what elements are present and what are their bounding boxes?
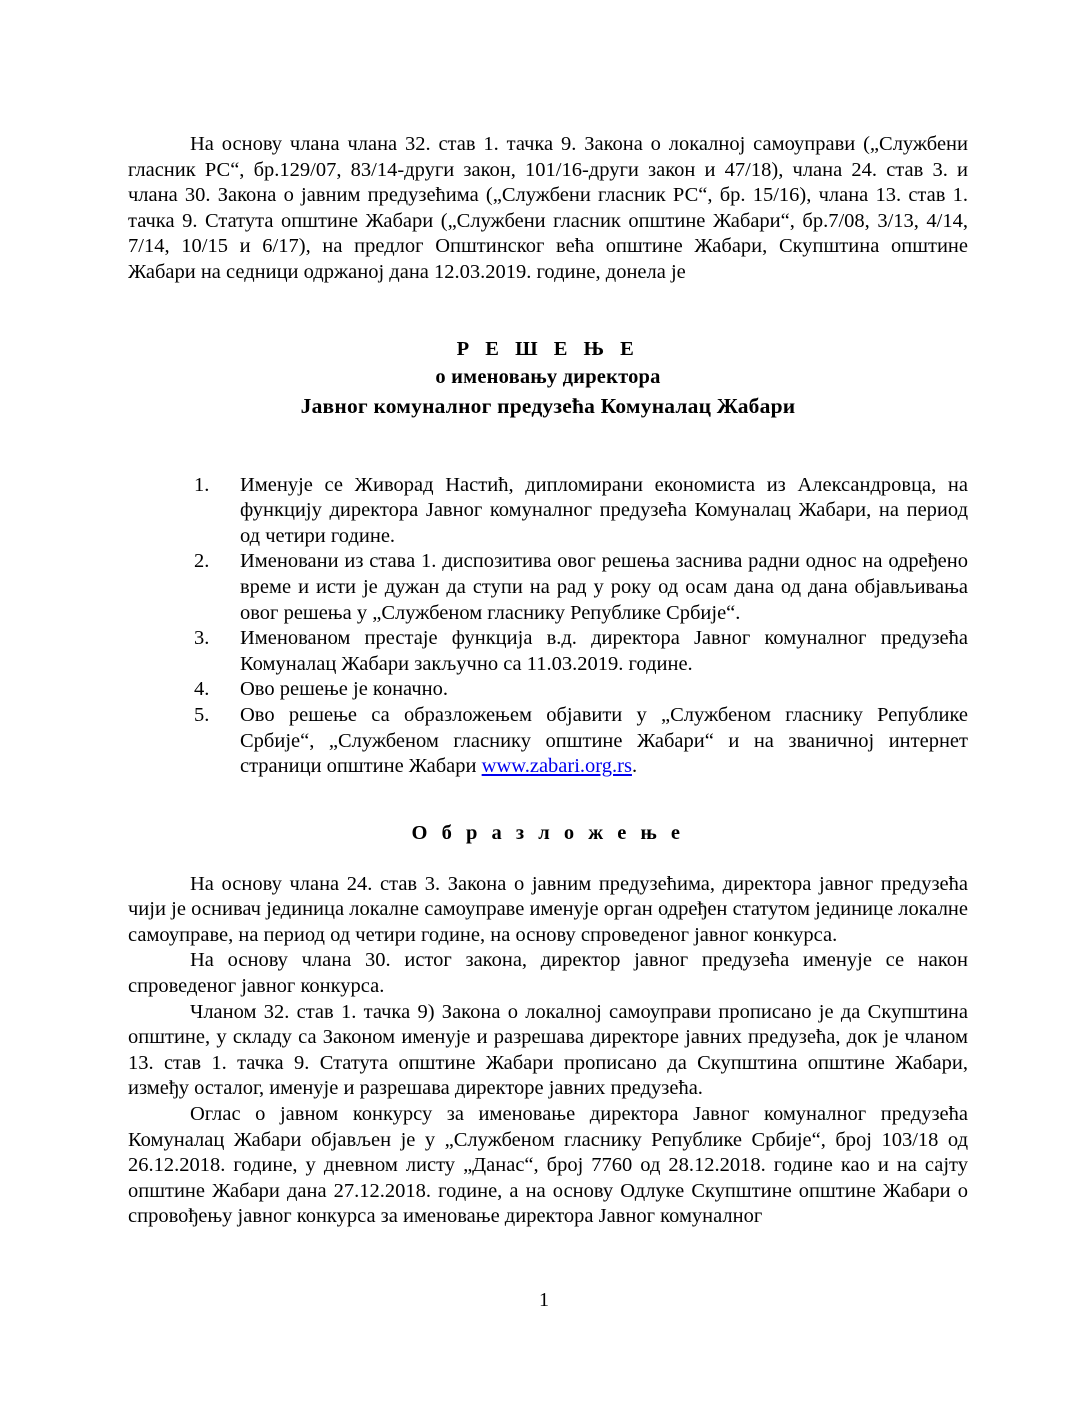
explanation-paragraph-4: Оглас о јавном конкурсу за именовање директора Јавног комуналног предузећа Комуналац Жабари објављен је у „Службеном гласнику Републике Србије“, број 103/18 од 26.12.2018. године, у дневном листу „Данас“, број 7760 од 28.12.2018. године као и на сајту општине Жабари дана 27.12.2018. године, а на основу Одлуке Скупштине општине Жабари о спровођењу јавног конкурса за именовање директора Јавног комуналног bbox=[128, 1103, 968, 1228]
document-body bbox=[128, 132, 968, 1230]
explanation-paragraph-1: На основу члана 24. став 3. Закона о јавним предузећима, директора јавног предузећа чији је оснивач јединица локалне самоуправе именује орган одређен статутом јединице локалне самоуправе, на период од четири године, на основу спроведеног јавног конкурса. bbox=[128, 872, 968, 946]
spacer bbox=[128, 286, 968, 312]
spacer bbox=[128, 780, 968, 820]
list-item-text: Ово решење је коначно. bbox=[240, 678, 448, 701]
list-item bbox=[194, 703, 968, 780]
list-item-text-tail: . bbox=[631, 755, 638, 778]
document-title-block bbox=[128, 336, 968, 421]
page-number: 1 bbox=[539, 1289, 549, 1311]
list-item-number: 3. bbox=[194, 627, 210, 650]
list-item bbox=[194, 626, 968, 677]
explanation-heading: О б р а з л о ж е њ е bbox=[411, 821, 685, 844]
list-item-text: Именованом престаје функција в.д. директора Јавног комуналног предузећа Комуналац Жабари закључно са 11.03.2019. године. bbox=[240, 627, 968, 675]
list-item-number: 1. bbox=[194, 473, 210, 496]
list-item bbox=[194, 473, 968, 550]
title-subtitle-1: о именовању директора bbox=[435, 365, 661, 388]
website-link[interactable]: www.zabari.org.rs bbox=[481, 755, 632, 778]
explanation-paragraph-2: На основу члана 30. истог закона, директор јавног предузећа именује се након спроведеног јавног конкурса. bbox=[128, 949, 968, 998]
list-item-number: 5. bbox=[194, 703, 210, 726]
list-item-number: 2. bbox=[194, 550, 210, 573]
page-title: Р Е Ш Е Њ Е bbox=[456, 337, 640, 360]
spacer bbox=[128, 846, 968, 872]
list-item bbox=[194, 677, 968, 703]
list-item-text: Именује се Живорад Настић, дипломирани економиста из Александровца, на функцију директора Јавног комуналног предузећа Комуналац Жабари, на период од четири године. bbox=[240, 473, 968, 547]
decision-list bbox=[128, 473, 968, 780]
list-item-text: Ово решење са образложењем објавити у „Службеном гласнику Републике Србије“, „Службеном гласнику општине Жабари“ и на званичној интернет страници општине Жабари bbox=[240, 703, 968, 778]
title-subtitle-2: Јавног комуналног предузећа Комуналац Жабари bbox=[300, 393, 796, 418]
list-item-text: Именовани из става 1. диспозитива овог решења заснива радни однос на одређено време и исти је дужан да ступи на рад у року од осам дана од дана објављивања овог решења у „Службеном гласнику Републике Србије“. bbox=[240, 550, 968, 624]
explanation-paragraph-3: Чланом 32. став 1. тачка 9) Закона о локалној самоуправи прописано је да Скупштина општине, у складу са Законом именује и разрешава директоре јавних предузећа, док је чланом 13. став 1. тачка 9. Статута општине Жабари прописано да Скупштина општине Жабари, између осталог, именује и разрешава директоре јавних предузећа. bbox=[128, 1000, 968, 1100]
spacer bbox=[128, 421, 968, 473]
preamble-paragraph: На основу члана члана 32. став 1. тачка 9. Закона о локалној самоуправи („Службени гласник РС“, бр.129/07, 83/14-други закон, 101/16-други закон и 47/18), члана 24. став 3. и члана 30. Закона о јавним предузећима („Службени гласник РС“, бр. 15/16), члана 13. став 1. тачка 9. Статута општине Жабари („Службени гласник општине Жабари“, бр.7/08, 3/13, 4/14, 7/14, 10/15 и 6/17), на предлог Општинског већа општине Жабари, Скупштина општине Жабари на седници одржаној дана 12.03.2019. године, донела је bbox=[128, 133, 968, 283]
list-item-number: 4. bbox=[194, 678, 210, 701]
list-item bbox=[194, 549, 968, 626]
